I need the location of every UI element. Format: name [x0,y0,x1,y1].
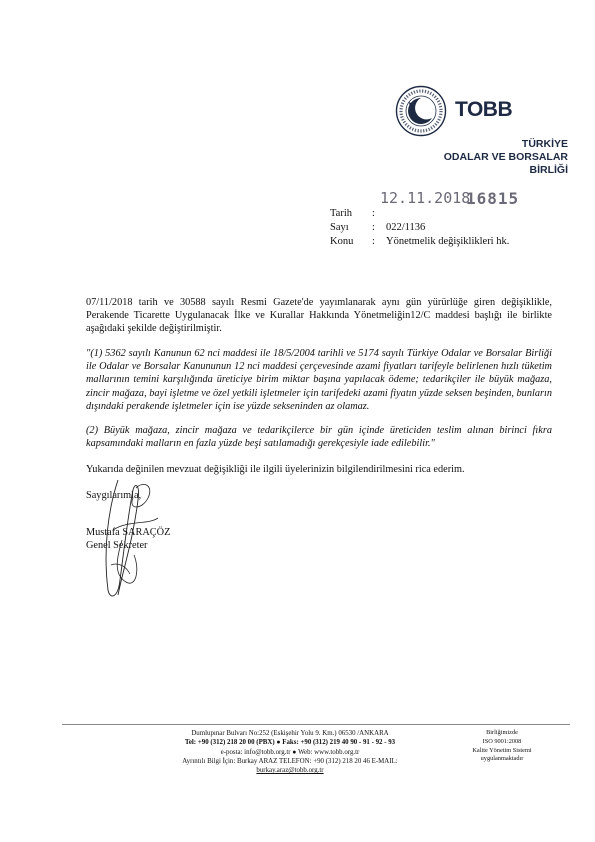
org-line-1: TÜRKİYE [521,138,568,150]
subject-colon: : [372,236,375,247]
organization-name [444,138,568,177]
footer-phone-fax: Tel: +90 (312) 218 20 00 (PBX) ● Faks: +90 (312) 219 40 90 - 91 - 92 - 93 [184,739,396,747]
footer-contact [140,729,440,775]
footer-iso-note [462,729,542,764]
tobb-wordmark: TOBB [455,98,513,121]
handwritten-signature [78,470,188,605]
intro-paragraph: 07/11/2018 tarih ve 30588 sayılı Resmi Gazete'de yayımlanarak aynı gün yürürlüğe giren değişiklikle, Perakende Ticarette Uygulanacak İlke ve Kurallar Hakkında Yönetmeliğin12/C maddesi başlığı ile birlikte aşağıdaki şekilde değiştirilmiştir. [86,297,552,335]
quote-paragraph-2: (2) Büyük mağaza, zincir mağaza ve tedarikçilerce bir gün içinde üreticiden teslim alınan birinci fıkra kapsamındaki malların en fazla yüzde beşi satılamadığı gerekçesiyle iade edilebilir." [86,425,552,450]
iso-line-3: Kalite Yönetim Sistemi [472,746,532,754]
footer-contact-email: burkay.araz@tobb.org.tr [256,767,324,775]
stamp-number: 16815 [466,189,520,208]
signatory-name: Mustafa SARAÇÖZ [86,527,171,538]
signatory-title: Genel Sekreter [86,540,148,551]
org-line-3: BİRLİĞİ [529,164,568,176]
iso-line-4: uygulanmaktadır [480,755,524,763]
iso-line-1: Birliğimizde [486,729,518,736]
tobb-seal-logo [395,85,447,137]
closing-greeting: Saygılarımla, [86,490,142,501]
date-colon: : [372,208,375,219]
request-paragraph: Yukarıda değinilen mevzuat değişikliği ile ilgili üyelerinizin bilgilendirilmesini rica ederim. [86,464,465,475]
number-label: Sayı [330,222,349,233]
iso-line-2: ISO 9001:2008 [482,737,522,745]
footer-address: Dumlupınar Bulvarı No:252 (Eskişehir Yolu 9. Km.) 06530 /ANKARA [191,730,389,737]
number-colon: : [372,222,375,233]
footer-contact-person: Ayrıntılı Bilgi İçin: Burkay ARAZ TELEFON: +90 (312) 218 20 46 E-MAIL: [182,757,398,765]
number-value: 022/1136 [386,222,426,233]
subject-value: Yönetmelik değişiklikleri hk. [386,236,510,247]
quote-paragraph-1: "(1) 5362 sayılı Kanunun 62 nci maddesi ile 18/5/2004 tarihli ve 5174 sayılı Türkiye Odalar ve Borsalar Birliği ile Odalar ve Borsalar Kanununun 12 nci maddesi çerçevesinde azami fiyatları tarifeyle belirlenen hızlı tüketim mallarının temini karşılığında üreticiye birim miktar başına yapılacak ödeme; tedarikçiler ile büyük mağaza, zincir mağaza, bayi işletme ve özel yetkili işletmeler için tarifedeki azami fiyatın yüzde seksen beşinden, bunların dışındaki perakende işletmeler için ise yüzde sekseninden az olamaz. [86,348,552,412]
stamp-date: 12.11.2018 [380,189,471,207]
subject-label: Konu [330,236,354,247]
date-label: Tarih [330,208,353,219]
org-line-2: ODALAR VE BORSALAR [443,151,568,163]
footer-email-web: e-posta: info@tobb.org.tr ● Web: www.tobb.org.tr [220,748,360,756]
footer-divider [62,724,570,725]
